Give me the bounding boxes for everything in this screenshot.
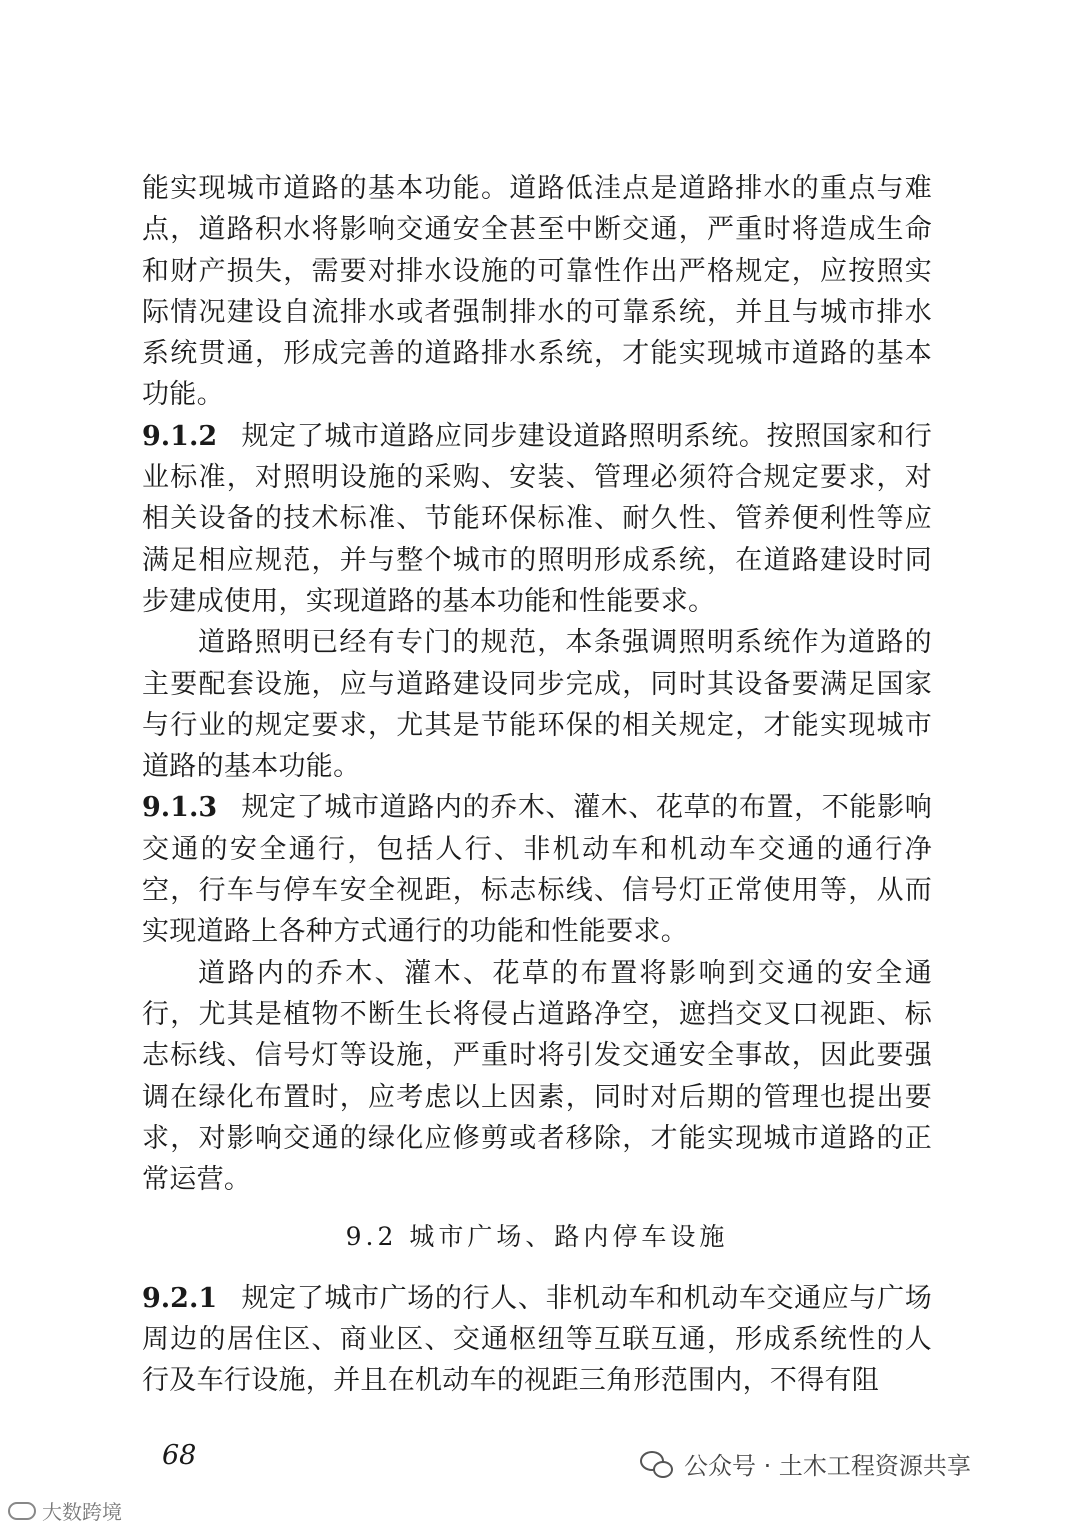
brand-logo-icon	[8, 1502, 36, 1520]
watermark	[640, 1446, 971, 1481]
page-number: 68	[162, 1440, 197, 1471]
clause-number: 9.1.3	[142, 792, 218, 824]
clause-9-1-2	[142, 416, 932, 622]
corner-mark	[8, 1496, 122, 1525]
document-body	[142, 168, 932, 1402]
paragraph: 能实现城市道路的基本功能。道路低洼点是道路排水的重点与难点，道路积水将影响交通安全甚至中断交通，严重时将造成生命和财产损失，需要对排水设施的可靠性作出严格规定，应按照实际情况建设自流排水或者强制排水的可靠系统，并且与城市排水系统贯通，形成完善的道路排水系统，才能实现城市道路的基本功能。	[142, 173, 932, 411]
clause-9-1-3	[142, 787, 932, 952]
clause-text: 规定了城市广场的行人、非机动车和机动车交通应与广场周边的居住区、商业区、交通枢纽等互联互通，形成系统性的人行及车行设施，并且在机动车的视距三角形范围内，不得有阻	[142, 1282, 932, 1397]
section-heading: 9.2 城市广场、路内停车设施	[345, 1222, 729, 1252]
wechat-icon	[640, 1449, 674, 1479]
paragraph: 道路内的乔木、灌木、花草的布置将影响到交通的安全通行，尤其是植物不断生长将侵占道路净空，遮挡交叉口视距、标志标线、信号灯等设施，严重时将引发交通安全事故，因此要强调在绿化布置时，应考虑以上因素，同时对后期的管理也提出要求，对影响交通的绿化应修剪或者移除，才能实现城市道路的正常运营。	[142, 957, 932, 1196]
clause-text: 规定了城市道路内的乔木、灌木、花草的布置，不能影响交通的安全通行，包括人行、非机动车和机动车交通的通行净空，行车与停车安全视距，标志标线、信号灯正常使用等，从而实现道路上各种方式通行的功能和性能要求。	[142, 792, 932, 948]
paragraph: 道路照明已经有专门的规范，本条强调照明系统作为道路的主要配套设施，应与道路建设同步完成，同时其设备要满足国家与行业的规定要求，尤其是节能环保的相关规定，才能实现城市道路的基本功能。	[142, 627, 932, 783]
clause-9-2-1	[142, 1278, 932, 1402]
watermark-text: 公众号 · 土木工程资源共享	[684, 1452, 971, 1480]
clause-number: 9.1.2	[142, 420, 218, 452]
clause-text: 规定了城市道路应同步建设道路照明系统。按照国家和行业标准，对照明设施的采购、安装、管理必须符合规定要求，对相关设备的技术标准、节能环保标准、耐久性、管养便利性等应满足相应规范，并与整个城市的照明形成系统，在道路建设时同步建成使用，实现道路的基本功能和性能要求。	[142, 420, 932, 617]
clause-number: 9.2.1	[142, 1282, 218, 1314]
corner-mark-text: 大数跨境	[42, 1500, 122, 1524]
